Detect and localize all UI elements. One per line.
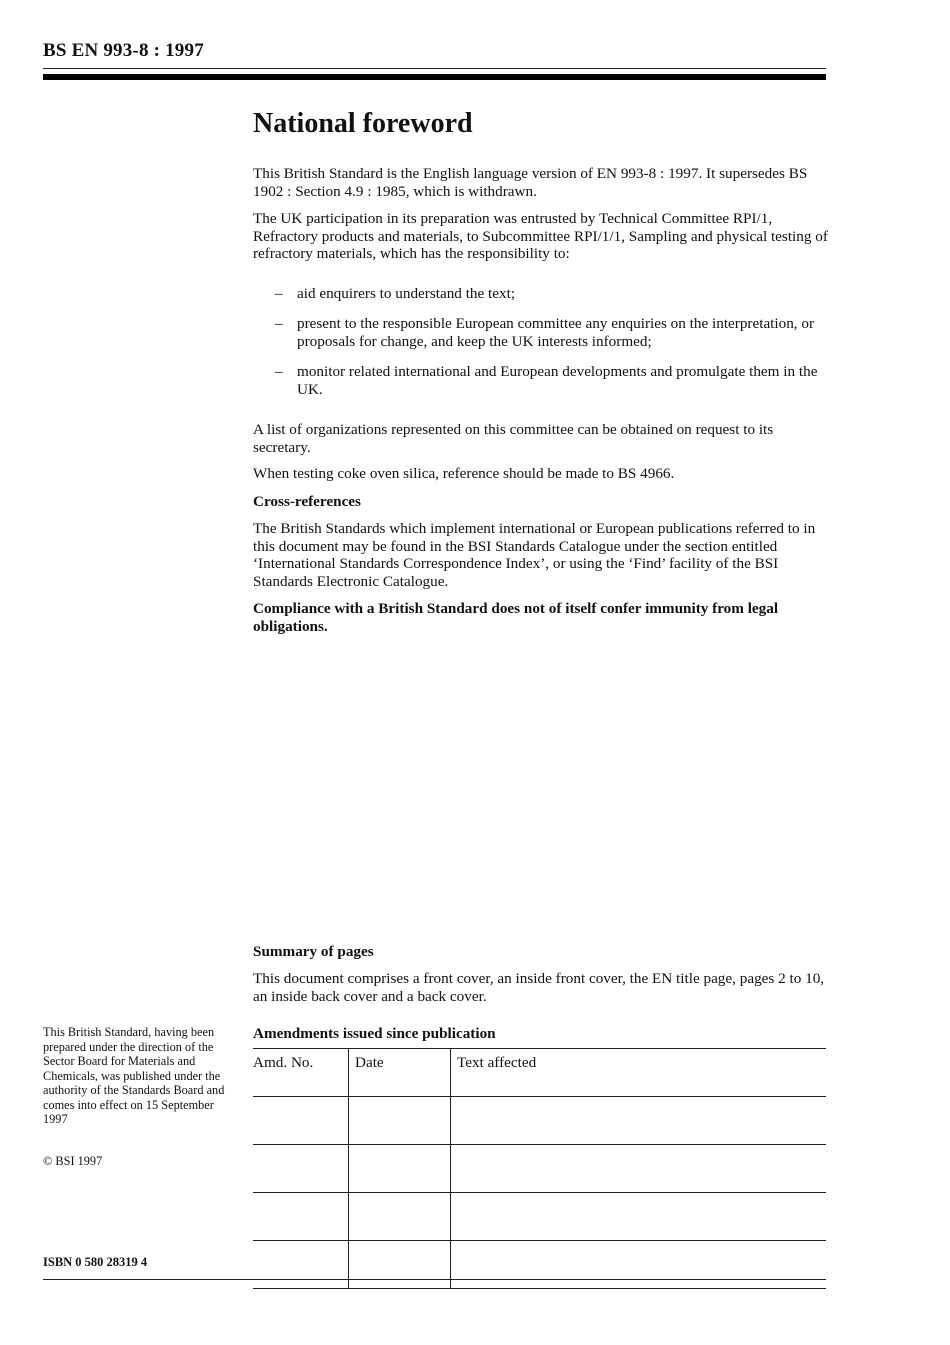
compliance-statement: Compliance with a British Standard does not of itself confer immunity from legal obligations.: [253, 600, 779, 635]
table-header-row: [253, 1049, 826, 1097]
bullet-dash: –: [275, 315, 283, 332]
summary-heading: Summary of pages: [253, 943, 374, 960]
column-header-text-affected: Text affected: [451, 1049, 827, 1097]
bullet-text: aid enquirers to understand the text;: [297, 285, 516, 302]
table-row: [253, 1145, 826, 1193]
crossref-heading: Cross-references: [253, 493, 361, 510]
bullet-text: monitor related international and European developments and promulgate them in the UK.: [297, 363, 818, 398]
isbn: ISBN 0 580 28319 4: [43, 1255, 148, 1269]
page-title: National foreword: [253, 108, 473, 139]
table-cell: [451, 1241, 827, 1289]
table-cell: [253, 1193, 349, 1241]
paragraph-committee: The UK participation in its preparation was entrusted by Technical Committee RPI/1, Refractory products and materials, to Subcommittee RPI/1/1, Sampling and physical testing of refractory materials, which has the responsibility to:: [253, 210, 828, 262]
summary-text: This document comprises a front cover, an inside front cover, the EN title page, pages 2 to 10, an inside back cover and a back cover.: [253, 970, 825, 1005]
column-header-date: Date: [349, 1049, 451, 1097]
header-thick-rule: [43, 74, 826, 80]
standard-identifier: BS EN 993-8 : 1997: [43, 40, 204, 61]
table-cell: [253, 1097, 349, 1145]
paragraph-coke-oven: When testing coke oven silica, reference should be made to BS 4966.: [253, 465, 675, 482]
copyright-notice: © BSI 1997: [43, 1154, 103, 1168]
footer-rule: [43, 1279, 826, 1280]
table-cell: [349, 1145, 451, 1193]
table-cell: [349, 1241, 451, 1289]
paragraph-supersedes: This British Standard is the English language version of EN 993-8 : 1997. It supersedes BS 1902 : Section 4.9 : 1985, which is withdrawn.: [253, 165, 808, 200]
bullet-dash: –: [275, 363, 283, 380]
table-cell: [349, 1193, 451, 1241]
table-cell: [451, 1145, 827, 1193]
table-cell: [253, 1241, 349, 1289]
table-row: [253, 1241, 826, 1289]
table-cell: [349, 1097, 451, 1145]
bullet-text: present to the responsible European committee any enquiries on the interpretation, or proposals for change, and keep the UK interests informed;: [297, 315, 815, 350]
table-row: [253, 1193, 826, 1241]
column-header-amd-no: Amd. No.: [253, 1049, 349, 1097]
bullet-dash: –: [275, 285, 283, 302]
table-row: [253, 1097, 826, 1145]
amendments-heading: Amendments issued since publication: [253, 1025, 496, 1042]
publication-note: This British Standard, having been prepared under the direction of the Sector Board for Materials and Chemicals, was published under the authority of the Standards Board and comes into effect on 15 September 1997: [43, 1025, 225, 1126]
amendments-table: [253, 1048, 826, 1289]
table-cell: [253, 1145, 349, 1193]
table-cell: [451, 1097, 827, 1145]
paragraph-organizations: A list of organizations represented on this committee can be obtained on request to its secretary.: [253, 421, 774, 456]
header-thin-rule: [43, 68, 826, 69]
paragraph-crossref: The British Standards which implement international or European publications referred to in this document may be found in the BSI Standards Catalogue under the section entitled ‘International Standards Correspondence Index’, or using the ‘Find’ facility of the BSI Standards Electronic Catalogue.: [253, 520, 816, 590]
table-cell: [451, 1193, 827, 1241]
